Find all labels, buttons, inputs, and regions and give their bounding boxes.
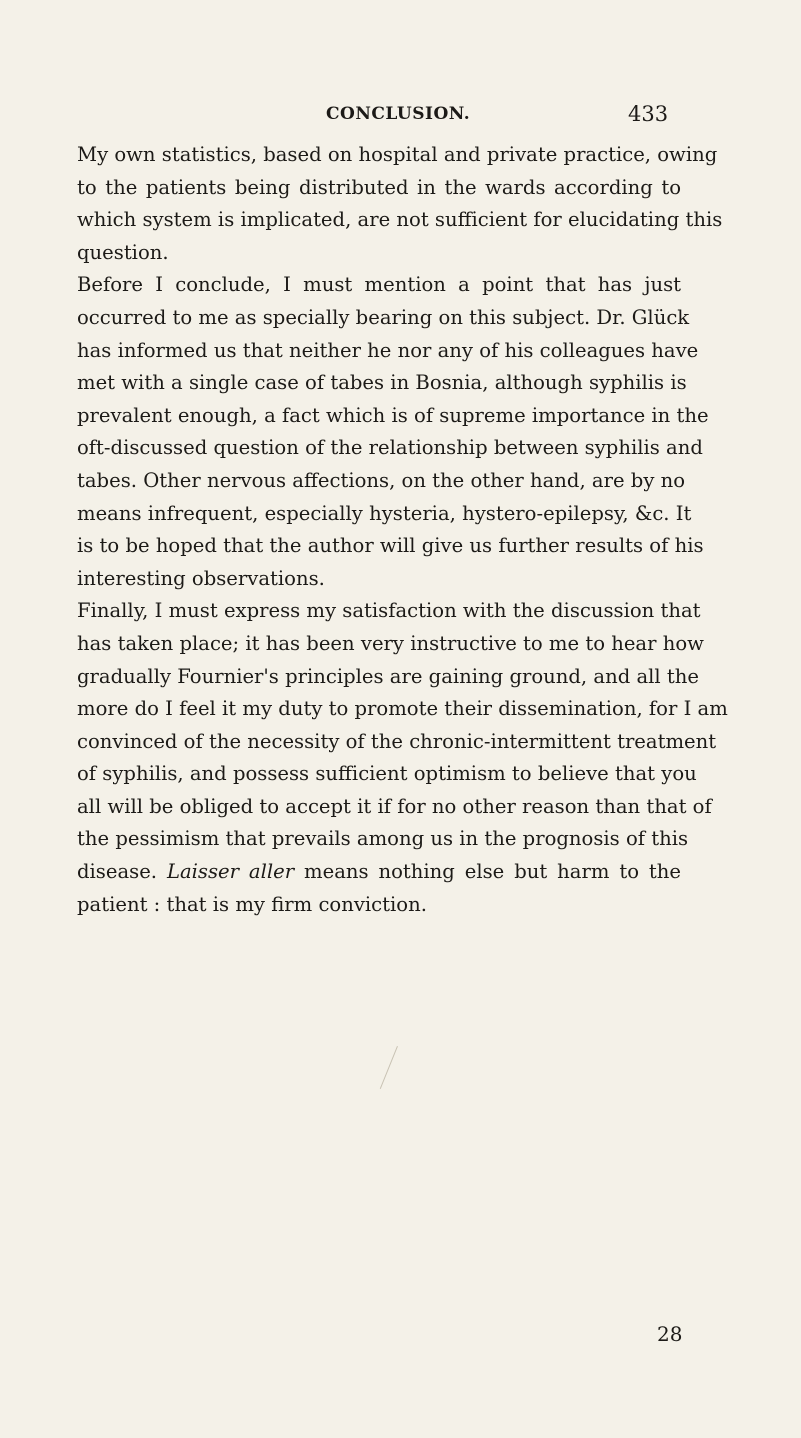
text-line: more do I feel it my duty to promote their dissemination, for I am [77,697,728,721]
text-line: occurred to me as specially bearing on this subject. Dr. Glück [77,305,690,329]
text-line: is to be hoped that the author will give us further results of his [77,534,704,558]
text-line: prevalent enough, a fact which is of supreme importance in the [77,403,709,427]
text-line: to the patients being distributed in the wards according to [77,175,681,199]
text-line: My own statistics, based on hospital and private practice, owing [77,143,718,166]
text-fragment: disease. [77,860,158,884]
text-line: which system is implicated, are not sufficient for elucidating this [77,208,723,232]
text-line: has informed us that neither he nor any of his colleagues have [77,338,699,362]
text-line: the pessimism that prevails among us in the prognosis of this [77,827,689,851]
text-line: means infrequent, especially hysteria, hystero-epilepsy, &c. It [77,501,692,525]
text-line: question. [77,240,169,264]
text-line: Finally, I must express my satisfaction with the discussion that [77,599,701,623]
text-line: patient : that is my firm conviction. [77,892,427,916]
page-number: 433 [628,102,669,126]
text-line: convinced of the necessity of the chronic-intermittent treatment [77,729,717,753]
signature-mark: 28 [657,1322,683,1346]
text-line: tabes. Other nervous affections, on the other hand, are by no [77,468,686,492]
running-header [0,104,801,128]
text-line: has taken place; it has been very instructive to me to hear how [77,631,704,655]
body-text [77,139,728,921]
stray-pencil-mark [380,1046,400,1090]
text-line: all will be obliged to accept it if for no other reason than that of [77,794,712,818]
text-fragment: means nothing else but harm to the [304,860,682,884]
text-line: oft-discussed question of the relationship between syphilis and [77,436,703,460]
italic-phrase: Laisser aller [166,860,295,884]
chapter-title: CONCLUSION. [326,104,471,124]
text-line: met with a single case of tabes in Bosnia, although syphilis is [77,371,687,395]
text-line: Before I conclude, I must mention a point that has just [77,273,681,297]
text-line: of syphilis, and possess sufficient optimism to believe that you [77,762,697,786]
text-line: interesting observations. [77,566,325,590]
text-line: gradually Fournier's principles are gaining ground, and all the [77,664,699,688]
text-line-with-italic [77,856,681,889]
